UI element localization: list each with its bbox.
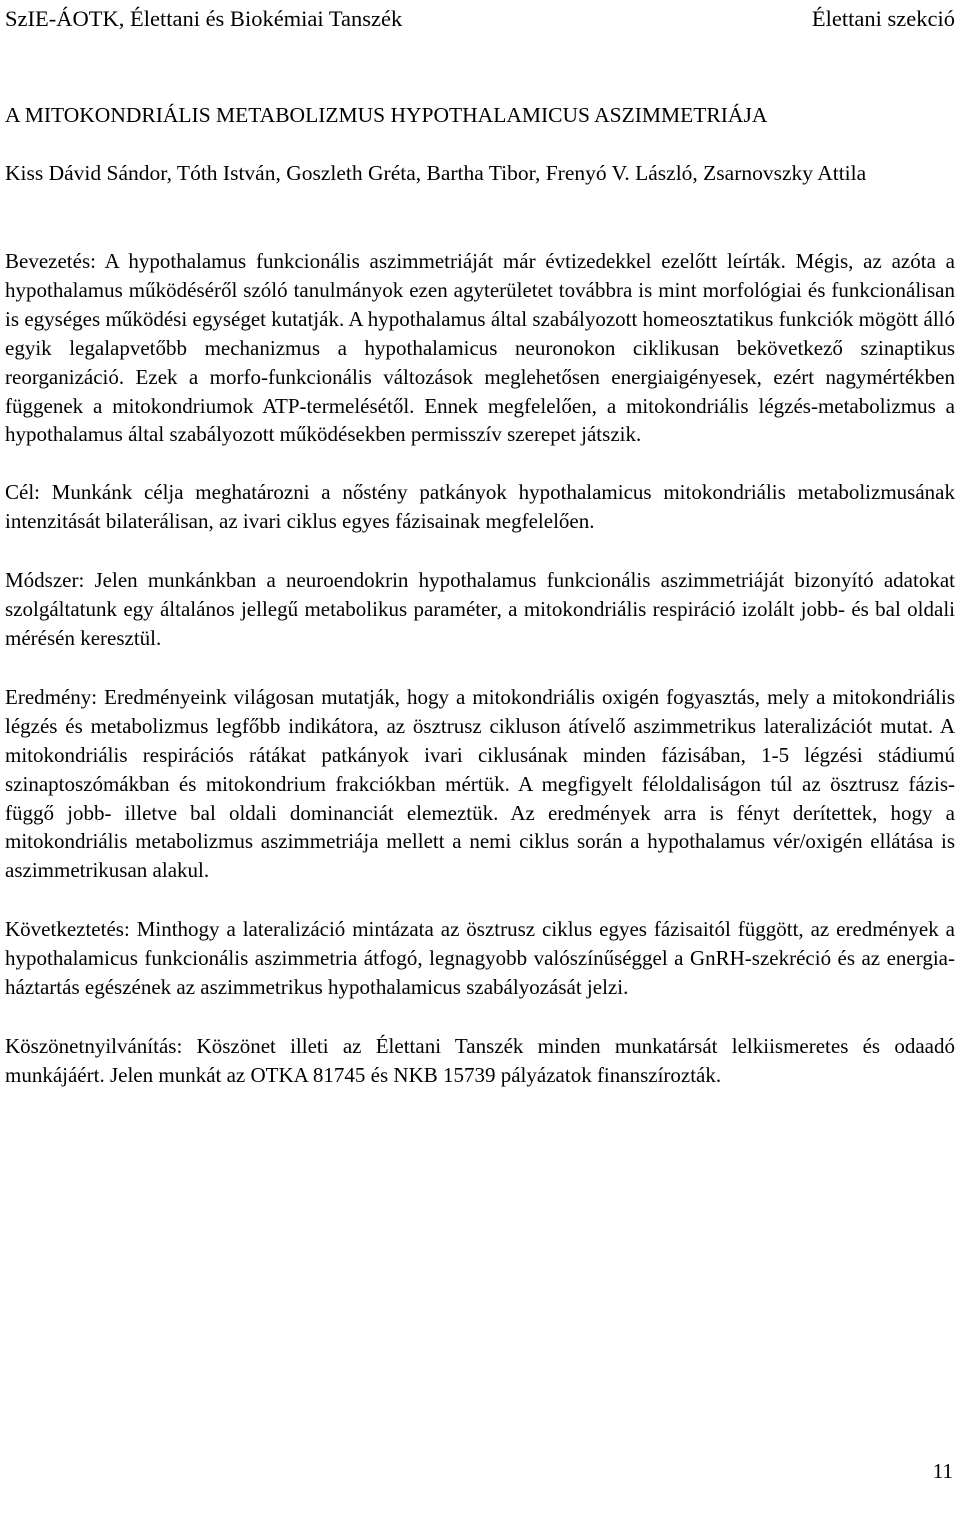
document-page <box>5 0 955 1517</box>
header-section: Élettani szekció <box>811 6 955 31</box>
page-header <box>5 4 955 34</box>
paragraph-results: Eredmény: Eredményeink világosan mutatják, hogy a mitokondriális oxigén fogyasztás, mely a mitokondriális légzés és metabolizmus legfőbb indikátora, az ösztrusz cikluson átívelő aszimmetrikus lateralizációt mutat. A mitokondriális respirációs rátákat patkányok ivari ciklusának minden fázisában, 1-5 légzési stádiumú szinaptoszómákban és mitokondrium frakciókban mértük. A megfigyelt féloldaliságon túl az ösztrusz fázis-függő jobb- illetve bal oldali dominanciát elemeztük. Az eredmények arra is fényt derítettek, hogy a mitokondriális metabolizmus aszimmetriája mellett a nemi ciklus során a hypothalamus vér/oxigén ellátása is aszimmetrikusan alakul. <box>5 684 955 883</box>
paragraph-aim: Cél: Munkánk célja meghatározni a nőstény patkányok hypothalamicus mitokondriális metabolizmusának intenzitását bilaterálisan, az ivari ciklus egyes fázisainak megfelelően. <box>5 480 955 534</box>
author-list: Kiss Dávid Sándor, Tóth István, Goszleth Gréta, Bartha Tibor, Frenyó V. László, Zsarnovszky Attila <box>5 161 867 185</box>
abstract-body <box>5 247 955 1120</box>
paragraph-methods: Módszer: Jelen munkánkban a neuroendokrin hypothalamus funkcionális aszimmetriáját bizonyító adatokat szolgáltatunk egy általános jellegű metabolikus paraméter, a mitokondriális respiráció izolált jobb- és bal oldali mérésén keresztül. <box>5 568 955 650</box>
header-institution: SzIE-ÁOTK, Élettani és Biokémiai Tanszék <box>5 6 403 31</box>
paragraph-introduction: Bevezetés: A hypothalamus funkcionális aszimmetriáját már évtizedekkel ezelőtt leírták. Mégis, az azóta a hypothalamus működéséről szóló tanulmányok ezen agyterületet továbbra is mint morfológiai és funkcionálisan is egységes működési egységet kutatják. A hypothalamus által szabályozott homeosztatikus funkciók mögött álló egyik legalapvetőbb mechanizmus a hypothalamicus neuronokon ciklikusan bekövetkező szinaptikus reorganizáció. Ezek a morfo-funkcionális változások meglehetősen energiaigényesek, ezért nagymértékben függenek a mitokondriumok ATP-termelésétől. Ennek megfelelően, a mitokondriális légzés-metabolizmus a hypothalamus által szabályozott működésekben permisszív szerepet játszik. <box>5 249 955 447</box>
page-number: 11 <box>932 1459 953 1483</box>
abstract-title: A MITOKONDRIÁLIS METABOLIZMUS HYPOTHALAMICUS ASZIMMETRIÁJA <box>5 103 768 127</box>
paragraph-conclusion: Következtetés: Minthogy a lateralizáció mintázata az ösztrusz ciklus egyes fázisaitól függött, az eredmények a hypothalamicus funkcionális aszimmetria átfogó, legnagyobb valószínűséggel a GnRH-szekréció és az energia-háztartás egészének az aszimmetrikus hypothalamicus szabályozását jelzi. <box>5 917 955 1000</box>
paragraph-acknowledgements: Köszönetnyilvánítás: Köszönet illeti az Élettani Tanszék minden munkatársát lelkiismeretes és odaadó munkájáért. Jelen munkát az OTKA 81745 és NKB 15739 pályázatok finanszírozták. <box>5 1033 955 1087</box>
